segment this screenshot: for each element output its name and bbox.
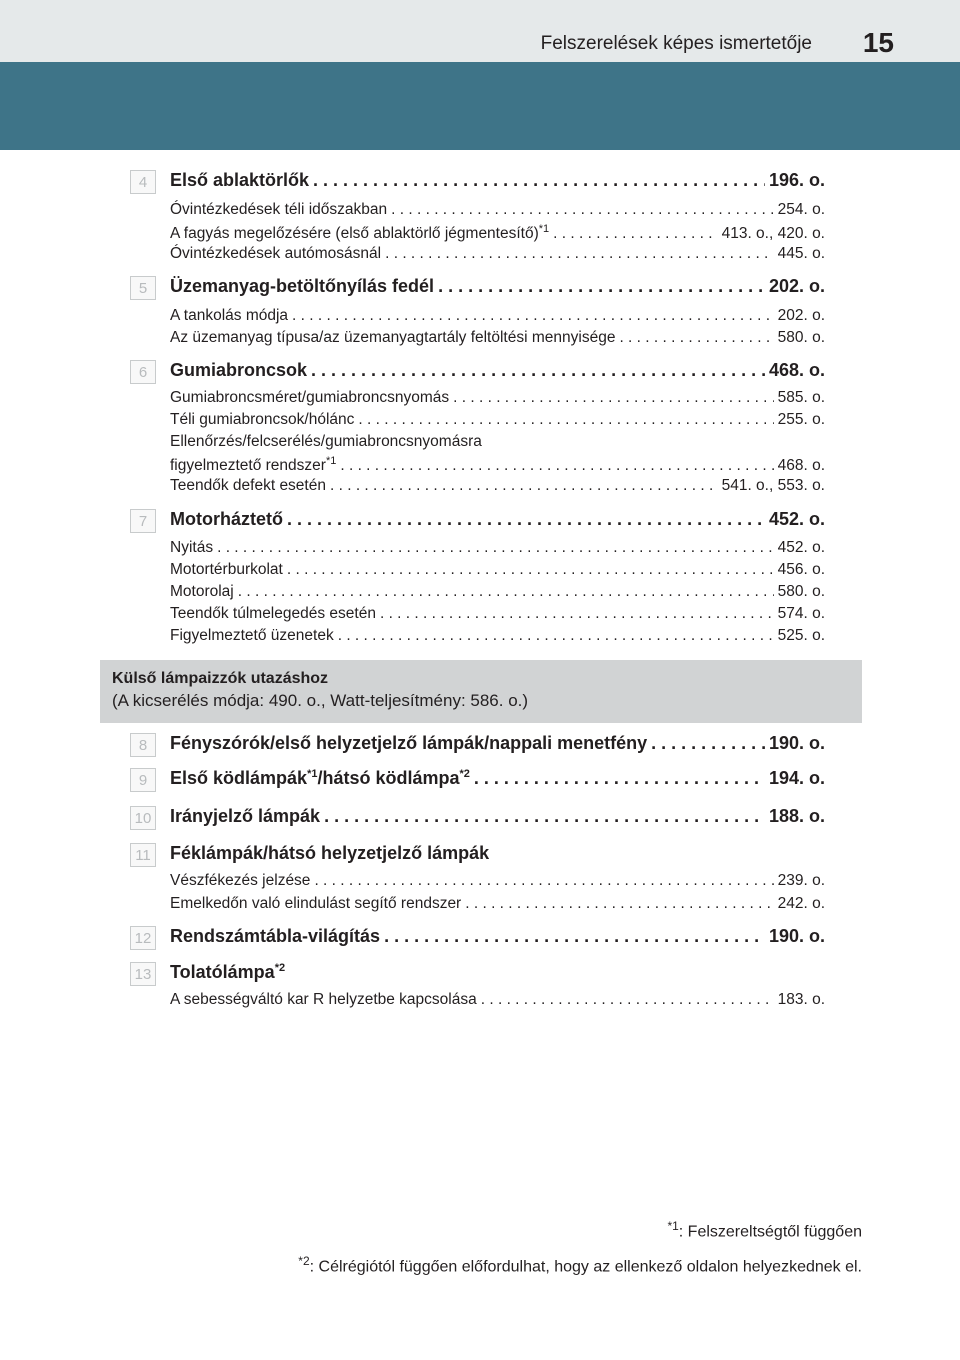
- entry-page: 585. o.: [777, 389, 825, 406]
- section-number-badge: 7: [130, 509, 156, 533]
- entry-page: 452. o.: [777, 539, 825, 556]
- entry-label: Nyitás: [170, 539, 214, 556]
- entry-label: Gumiabroncsméret/gumiabroncsnyomás: [170, 389, 450, 406]
- entry-page: 525. o.: [777, 627, 825, 644]
- footnote-mark: *2: [298, 1254, 310, 1268]
- toc-entry-sub[interactable]: [170, 583, 825, 601]
- toc-entry-sub[interactable]: [170, 539, 825, 557]
- section-number-badge: 6: [130, 360, 156, 384]
- toc-entry-sub[interactable]: [170, 605, 825, 623]
- entry-label: Vészfékezés jelzése: [170, 872, 311, 889]
- entry-page: 183. o.: [777, 991, 825, 1008]
- footnote-ref: *1: [325, 455, 337, 467]
- entry-page: 190. o.: [768, 733, 825, 753]
- toc-entry-main[interactable]: Féklámpák/hátsó helyzetjelző lámpák: [170, 843, 490, 863]
- footnote-text: : Felszereltségtől függően: [678, 1223, 862, 1241]
- toc-entry-sub[interactable]: [170, 991, 825, 1009]
- entry-label: Üzemanyag-betöltőnyílás fedél: [170, 276, 435, 296]
- entry-label: Motorháztető: [170, 509, 283, 529]
- footnote-1: [667, 1219, 862, 1241]
- entry-page: 452. o.: [768, 509, 825, 529]
- toc-entry-sub[interactable]: [170, 223, 825, 243]
- entry-label: Rendszámtábla-világítás: [170, 926, 381, 946]
- entry-page: 445. o.: [777, 245, 825, 262]
- entry-page: 413. o., 420. o.: [721, 225, 825, 243]
- toc-entry-main[interactable]: [170, 170, 825, 191]
- footnote-2: [298, 1254, 862, 1276]
- entry-page: 202. o.: [768, 276, 825, 296]
- entry-label: A fagyás megelőzésére (első ablaktörlő jégmentesítő)$^{*1}$: [170, 223, 550, 243]
- entry-label: Első ablaktörlők: [170, 170, 310, 190]
- footnote-mark: *1: [667, 1219, 679, 1233]
- entry-label: Figyelmeztető üzenetek: [170, 627, 334, 644]
- toc-entry-main[interactable]: [170, 926, 825, 947]
- entry-label: Az üzemanyag típusa/az üzemanyagtartály feltöltési mennyisége: [170, 329, 616, 346]
- toc-entry-main[interactable]: [170, 276, 825, 297]
- toc-entry-main[interactable]: [170, 509, 825, 530]
- entry-label: Irányjelző lámpák: [170, 806, 321, 826]
- toc-entry-sub[interactable]: [170, 245, 825, 263]
- entry-label: Teendők defekt esetén: [170, 477, 326, 494]
- toc-entry-sub[interactable]: [170, 307, 825, 325]
- entry-label: Első ködlámpák$^{*1}$/hátsó ködlámpa$^{*2}$: [170, 768, 470, 788]
- section-number-badge: 8: [130, 733, 156, 757]
- entry-label: figyelmeztető rendszer$^{*1}$: [170, 455, 337, 475]
- footnote-ref: *2: [459, 768, 470, 780]
- toc-entry-sub[interactable]: [170, 895, 825, 913]
- footnote-text: : Célrégiótól függően előfordulhat, hogy az ellenkező oldalon helyezkednek el.: [309, 1258, 862, 1276]
- entry-page: 574. o.: [777, 605, 825, 622]
- entry-page: 468. o.: [777, 457, 825, 475]
- info-box-title: Külső lámpaizzók utazáshoz: [112, 670, 329, 687]
- toc-entry-sub[interactable]: [170, 477, 825, 495]
- section-number-badge: 4: [130, 170, 156, 194]
- entry-page: 255. o.: [777, 411, 825, 428]
- section-number-badge: 12: [130, 926, 156, 950]
- entry-label: Gumiabroncsok: [170, 360, 308, 380]
- entry-page: 242. o.: [777, 895, 825, 912]
- info-box-subtitle: (A kicserélés módja: 490. o., Watt-teljesítmény: 586. o.): [112, 691, 529, 710]
- toc-entry-main[interactable]: Tolatólámpa$^{*2}$: [170, 962, 286, 982]
- entry-page: 468. o.: [768, 360, 825, 380]
- info-box: [100, 660, 862, 723]
- toc-entry-main[interactable]: [170, 768, 825, 789]
- entry-label: Motortérburkolat: [170, 561, 283, 578]
- footnote-ref: *1: [307, 768, 318, 780]
- entry-label: Téli gumiabroncsok/hólánc: [170, 411, 355, 428]
- toc-entry-main[interactable]: [170, 360, 825, 381]
- entry-page: 254. o.: [777, 201, 825, 218]
- toc-entry-sub[interactable]: [170, 201, 825, 219]
- section-number-badge: 9: [130, 768, 156, 792]
- toc-entry-sub[interactable]: [170, 872, 825, 890]
- toc-entry-sub[interactable]: [170, 627, 825, 645]
- toc-entry-sub[interactable]: [170, 389, 825, 407]
- page-number: 15: [862, 27, 894, 58]
- entry-label: Óvintézkedések téli időszakban: [170, 201, 388, 218]
- entry-page: 188. o.: [768, 806, 825, 826]
- footnote-ref: *1: [538, 223, 550, 235]
- section-number-badge: 11: [130, 843, 156, 867]
- section-number-badge: 13: [130, 962, 156, 986]
- toc-entry-main[interactable]: [170, 733, 825, 754]
- entry-label: Teendők túlmelegedés esetén: [170, 605, 376, 622]
- entry-page: 194. o.: [768, 768, 825, 788]
- toc-entry-sub-line: Ellenőrzés/felcserélés/gumiabroncsnyomásra: [170, 433, 482, 450]
- section-number-badge: 10: [130, 806, 156, 830]
- entry-label: Fényszórók/első helyzetjelző lámpák/nappali menetfény: [170, 733, 648, 753]
- page-header: [0, 0, 960, 62]
- header-band: [0, 62, 960, 150]
- entry-page: 196. o.: [768, 170, 825, 190]
- section-number-badge: 5: [130, 276, 156, 300]
- toc-entry-sub[interactable]: [170, 455, 825, 475]
- entry-label: Motorolaj: [170, 583, 234, 600]
- entry-label: Óvintézkedések autómosásnál: [170, 245, 382, 262]
- toc-entry-sub[interactable]: [170, 329, 825, 347]
- entry-label: A tankolás módja: [170, 307, 289, 324]
- entry-label: Emelkedőn való elindulást segítő rendszer: [170, 895, 462, 912]
- entry-page: 456. o.: [777, 561, 825, 578]
- entry-page: 239. o.: [777, 872, 825, 889]
- entry-page: 580. o.: [777, 583, 825, 600]
- entry-page: 541. o., 553. o.: [721, 477, 825, 494]
- toc-entry-main[interactable]: [170, 806, 825, 827]
- toc-entry-sub[interactable]: [170, 561, 825, 579]
- entry-label: A sebességváltó kar R helyzetbe kapcsolása: [170, 991, 477, 1008]
- header-title: Felszerelések képes ismertetője: [540, 33, 812, 54]
- entry-page: 580. o.: [777, 329, 825, 346]
- toc-entry-sub[interactable]: [170, 411, 825, 429]
- entry-page: 202. o.: [777, 307, 825, 324]
- footnote-ref: *2: [274, 962, 286, 974]
- entry-page: 190. o.: [768, 926, 825, 946]
